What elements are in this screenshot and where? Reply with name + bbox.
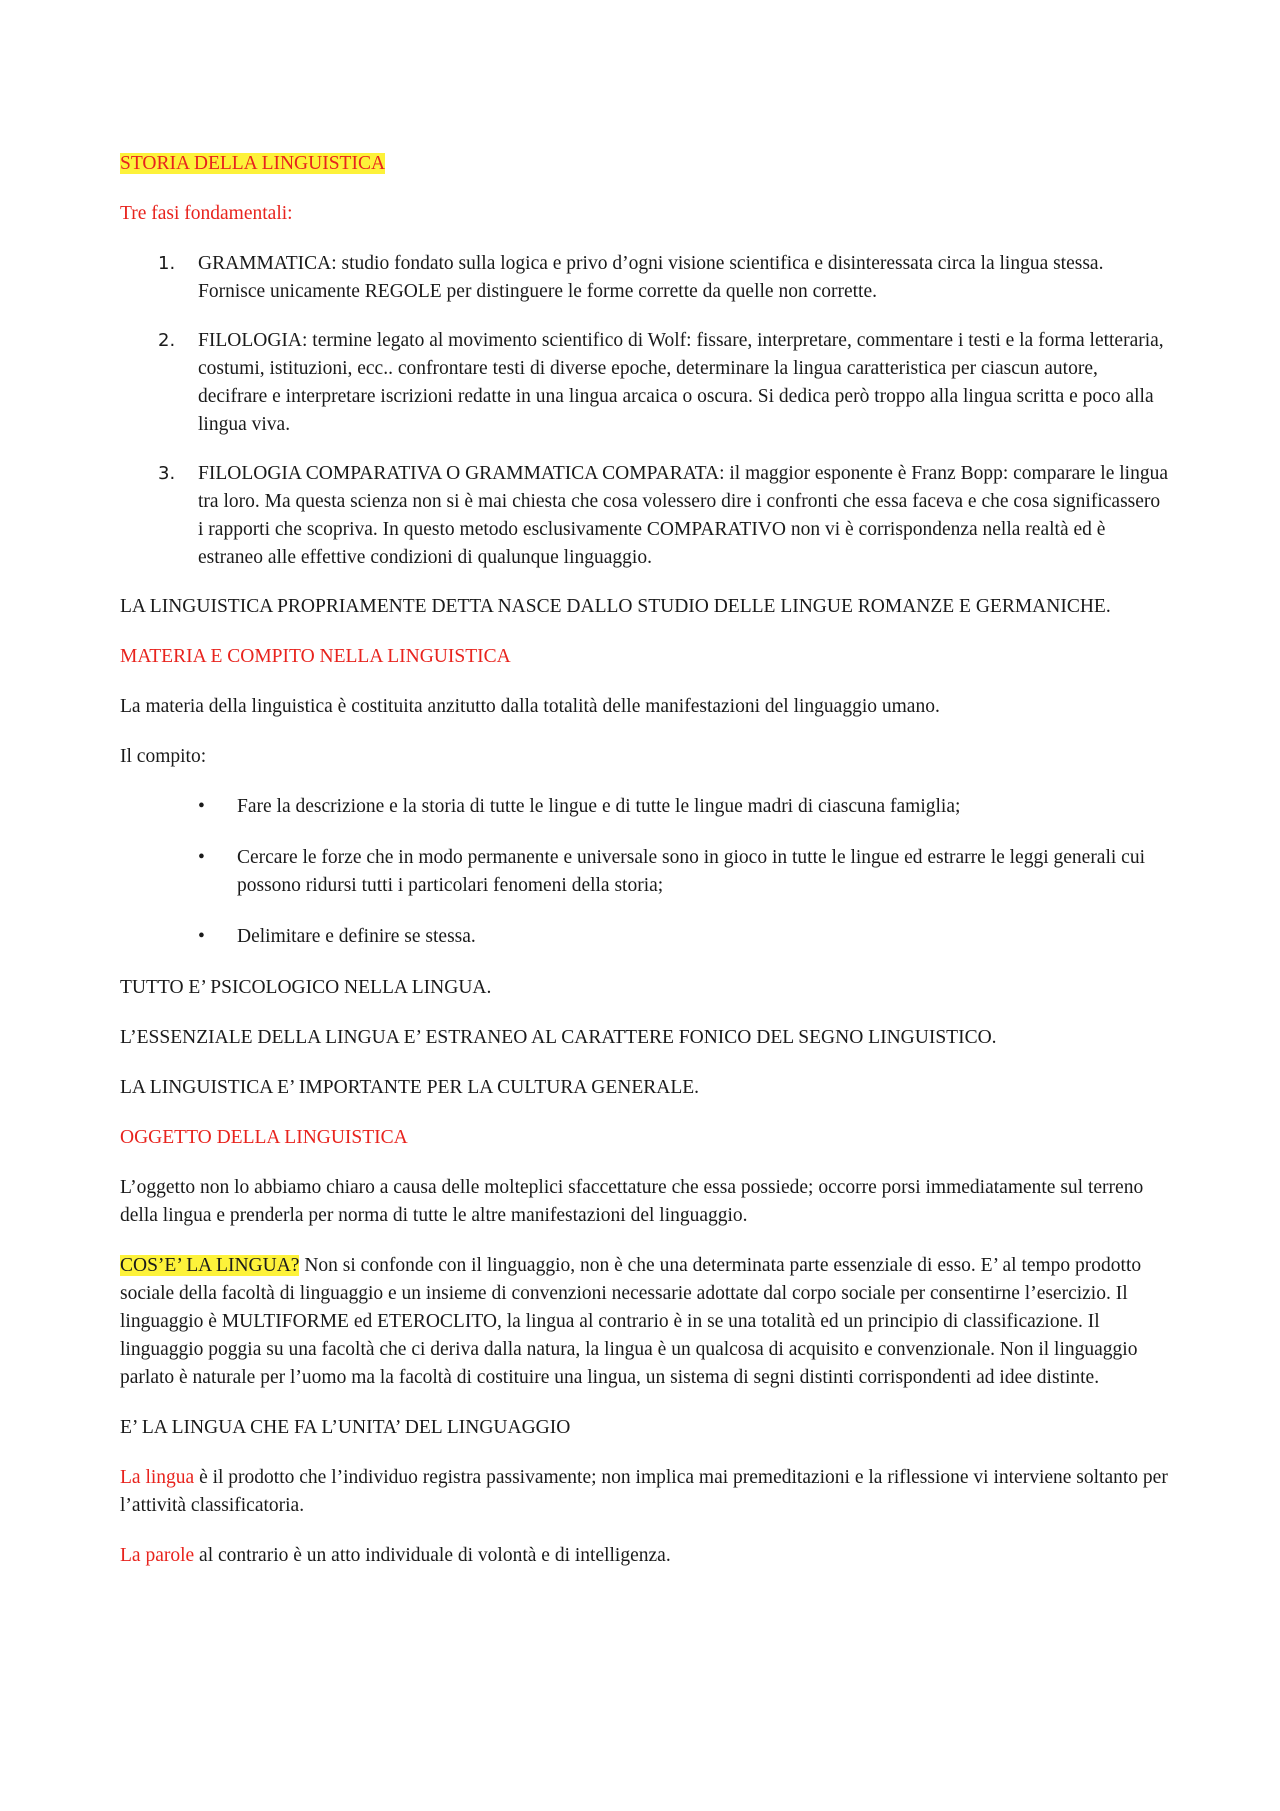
parole-definition [120,1542,1170,1570]
lingua-question-highlight: COS’E’ LA LINGUA? [120,1255,300,1276]
lingua-paragraph [120,1252,1170,1392]
list-item [120,327,1170,439]
document-body [120,150,1170,1592]
statement-cultura: LA LINGUISTICA E’ IMPORTANTE PER LA CULTURA GENERALE. [120,1077,700,1098]
document-title [120,150,1170,178]
list-item-text: FILOLOGIA COMPARATIVA O GRAMMATICA COMPARATA: il maggior esponente è Franz Bopp: comparare le lingua tra loro. Ma questa scienza non si è mai chiesta che cosa volessero dire i confronti che essa faceva e che cosa significassero i rapporti che scopriva. In questo metodo esclusivamente COMPARATIVO non vi è corrispondenza nella realtà ed è estraneo alle effettive condizioni di qualunque linguaggio. [198,463,1168,568]
bullet-icon: • [198,796,205,817]
list-item-text: GRAMMATICA: studio fondato sulla logica e privo d’ogni visione scientifica e disinteressata circa la lingua stessa. Fornisce unicamente REGOLE per distinguere le forme corrette da quelle non corrette. [198,253,1104,302]
list-item [120,923,1170,951]
list-item-text: Delimitare e definire se stessa. [237,926,476,947]
phases-intro: Tre fasi fondamentali: [120,203,293,224]
list-item-text: Cercare le forze che in modo permanente e universale sono in gioco in tutte le lingue ed estrarre le leggi generali cui possono ridursi tutti i particolari fenomeni della storia; [237,847,1145,896]
list-item [120,460,1170,572]
list-item [120,250,1170,306]
list-item-text: Fare la descrizione e la storia di tutte le lingue e di tutte le lingue madri di ciascuna famiglia; [237,796,961,817]
list-item-number: 1. [158,253,176,274]
lingua-definition [120,1464,1170,1520]
bullet-icon: • [198,926,205,947]
statement-linguistica-nasce: LA LINGUISTICA PROPRIAMENTE DETTA NASCE DALLO STUDIO DELLE LINGUE ROMANZE E GERMANICHE. [120,596,1111,617]
title-highlight: STORIA DELLA LINGUISTICA [120,153,386,174]
lingua-term: La lingua [120,1467,195,1488]
materia-paragraph: La materia della linguistica è costituita anzitutto dalla totalità delle manifestazioni del linguaggio umano. [120,696,940,717]
statement-essenziale: L’ESSENZIALE DELLA LINGUA E’ ESTRANEO AL CARATTERE FONICO DEL SEGNO LINGUISTICO. [120,1027,997,1048]
list-item [120,793,1170,821]
list-item [120,844,1170,900]
parole-definition-text: al contrario è un atto individuale di volontà e di intelligenza. [194,1545,671,1566]
list-item-number: 3. [158,463,176,484]
bullet-icon: • [198,847,205,868]
list-item-text: FILOLOGIA: termine legato al movimento scientifico di Wolf: fissare, interpretare, commentare i testi e la forma letteraria, costumi, istituzioni, ecc.. confrontare testi di diverse epoche, determinare la lingua caratteristica per ciascun autore, decifrare e interpretare iscrizioni redatte in una lingua arcaica o oscura. Si dedica però troppo alla lingua scritta e poco alla lingua viva. [198,330,1164,435]
section-heading-materia: MATERIA E COMPITO NELLA LINGUISTICA [120,646,511,667]
parole-term: La parole [120,1545,195,1566]
phases-list [120,250,1170,572]
lingua-definition-text: è il prodotto che l’individuo registra passivamente; non implica mai premeditazioni e la riflessione vi interviene soltanto per l’attività classificatoria. [120,1467,1168,1516]
compito-intro: Il compito: [120,746,207,767]
oggetto-paragraph: L’oggetto non lo abbiamo chiaro a causa delle molteplici sfaccettature che essa possiede; occorre porsi immediatamente sul terreno della lingua e prenderla per norma di tutte le altre manifestazioni del linguaggio. [120,1177,1144,1226]
tasks-list [120,793,1170,951]
section-heading-oggetto: OGGETTO DELLA LINGUISTICA [120,1127,408,1148]
statement-psicologico: TUTTO E’ PSICOLOGICO NELLA LINGUA. [120,977,492,998]
list-item-number: 2. [158,330,176,351]
lingua-answer: Non si confonde con il linguaggio, non è che una determinata parte essenziale di esso. E’ al tempo prodotto sociale della facoltà di linguaggio e un insieme di convenzioni necessarie adottate dal corpo sociale per consentirne l’esercizio. Il linguaggio è MULTIFORME ed ETEROCLITO, la lingua al contrario è in se una totalità ed un principio di classificazione. Il linguaggio poggia su una facoltà che ci deriva dalla natura, la lingua è un qualcosa di acquisito e convenzionale. Non il linguaggio parlato è naturale per l’uomo ma la facoltà di costituire una lingua, un sistema di segni distinti corrispondenti ad idee distinte. [120,1255,1142,1388]
statement-unita: E’ LA LINGUA CHE FA L’UNITA’ DEL LINGUAGGIO [120,1417,571,1438]
